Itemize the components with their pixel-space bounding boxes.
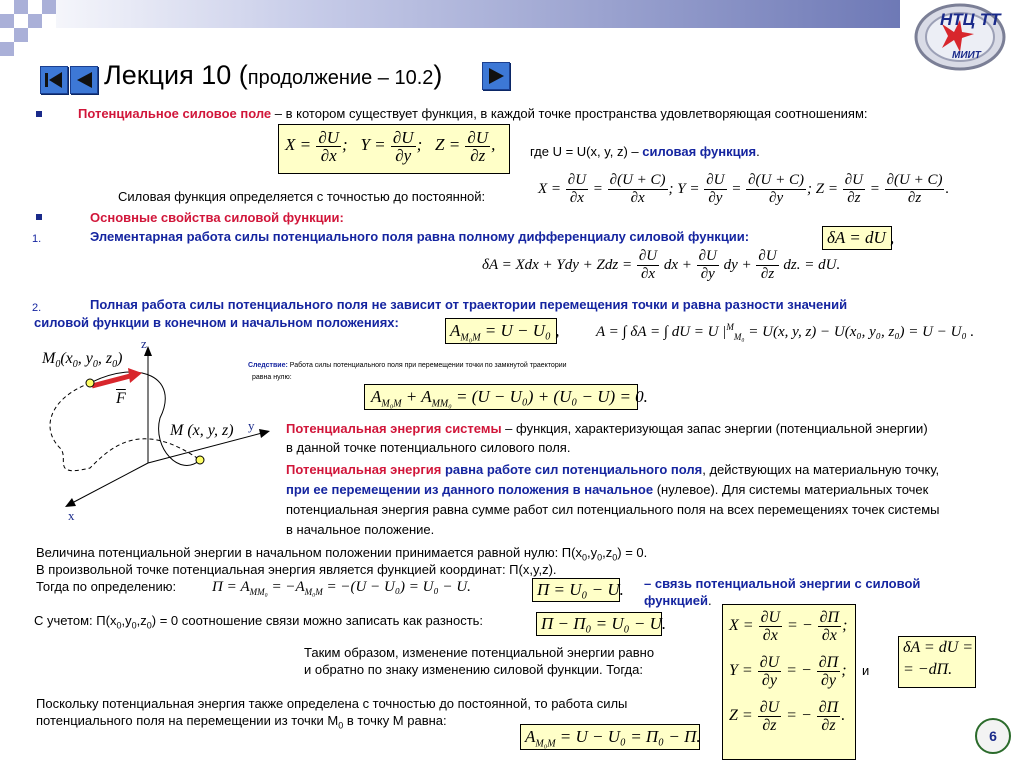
zero-energy-line: Величина потенциальной энергии в начальном положении принимается равной нулю: $П(x_0,y_0,z_0) = 0$. bbox=[36, 545, 648, 563]
final-line1: Поскольку потенциальная энергия также определена с точностью до постоянной, то работа силы bbox=[36, 696, 628, 711]
bullet-icon bbox=[36, 111, 42, 117]
intro-line: Потенциальное силовое поле – в котором существует функция, в каждой точке пространства удовлетворяющая соотношениям: bbox=[78, 106, 868, 121]
formula-dA-dU: δA = dU , bbox=[822, 226, 892, 250]
definition-line: Тогда по определению: bbox=[36, 579, 177, 594]
prop2-line2: силовой функции в конечном и начальном положениях: bbox=[34, 315, 399, 330]
formula-AM0M: $A_{M_0M} = U - U_0$ , bbox=[445, 318, 557, 344]
first-icon bbox=[41, 67, 67, 93]
and-word: и bbox=[862, 663, 870, 678]
formula-xyz-pi: X = $\frac{\partial U}{\partial x}$ = − $\frac{\partial П}{\partial x}$ ; Y = $\frac{\partial U}{\partial y}$ = − $\frac{\partial П}{\partial y}$ ; Z = $\frac{\partial U}{\partial z}$ = − $\frac{\partial П}{\partial z}$ . bbox=[722, 604, 856, 760]
page-number-badge: 6 bbox=[975, 718, 1011, 754]
formula-dA-full: δA = Xdx + Ydy + Zdz = $\frac{\partial U}{\partial x}$ dx + $\frac{\partial U}{\partial y}$ dy + $\frac{\partial U}{\partial z}$ dz. = dU. bbox=[482, 248, 841, 282]
formula-pi-box: П = U₀ − U. bbox=[532, 578, 620, 602]
force-label: F bbox=[116, 390, 126, 407]
first-slide-button[interactable] bbox=[40, 66, 68, 94]
bullet-icon bbox=[36, 214, 42, 220]
axis-y-label: y bbox=[248, 418, 255, 433]
coord-line: В произвольной точке потенциальная энергия является функцией координат: П(x,y,z). bbox=[36, 562, 557, 577]
logo-text-bottom: МИИТ bbox=[952, 50, 981, 61]
taking-line: С учетом: $П(x_0,y_0,z_0) = 0$ соотношение связи можно записать как разность: bbox=[34, 613, 484, 631]
prev-slide-button[interactable] bbox=[70, 66, 98, 94]
prop2-number: 2. bbox=[32, 302, 42, 314]
thus-line1: Таким образом, изменение потенциальной энергии равно bbox=[304, 645, 655, 660]
slide-title: Лекция 10 (продолжение – 10.2) bbox=[104, 60, 443, 90]
formula-partials: X = $\frac{\partial U}{\partial x}$ ; Y = $\frac{\partial U}{\partial y}$ ; Z = $\frac{\partial U}{\partial z}$ , bbox=[278, 124, 510, 174]
energy-work-line: Потенциальная энергия равна работе сил потенциального поля, действующих на материальную точку, bbox=[286, 462, 940, 477]
formula-final-work: $A_{M_0M} = U - U_0 = П_0 - П$. bbox=[520, 724, 700, 750]
energy-def-line2: в данной точке потенциального силового поля. bbox=[286, 440, 571, 455]
formula-dA-dPi: δA = dU = = −dП. bbox=[898, 636, 976, 688]
formula-pi-def: $П = A_{MM_0} = -A_{M_0M} = -(U - U_0) = U_0 - U$. bbox=[212, 579, 471, 597]
props-heading: Основные свойства силовой функции: bbox=[90, 210, 344, 225]
prop1-text: Элементарная работа силы потенциального поля равна полному дифференциалу силовой функции: bbox=[90, 229, 750, 244]
prop2-line1: Полная работа силы потенциального поля не зависит от траектории перемещения точки и равна разности значений bbox=[90, 297, 848, 312]
energy-line4: при ее перемещении из данного положения в начальное (нулевое). Для системы материальных точек bbox=[286, 482, 929, 497]
next-slide-button[interactable] bbox=[482, 62, 510, 90]
final-line2: потенциального поля на перемещении из точки $M_0$ в точку M равна: bbox=[36, 713, 447, 731]
formula-const: X = $\frac{\partial U}{\partial x}$ = $\frac{\partial(U + C)}{\partial x}$ ; Y = $\frac{\partial U}{\partial y}$ = $\frac{\partial(U + C)}{\partial y}$ ; Z = $\frac{\partial U}{\partial z}$ = $\frac{\partial(U + C)}{\partial z}$ . bbox=[538, 172, 950, 206]
logo-text-top: НТЦ ТТ bbox=[940, 10, 1001, 29]
prop1-number: 1. bbox=[32, 233, 42, 245]
thus-line2: и обратно по знаку изменению силовой функции. Тогда: bbox=[304, 662, 643, 677]
axis-z-label: z bbox=[141, 336, 147, 351]
link-line1: – связь потенциальной энергии с силовой bbox=[644, 576, 921, 591]
logo bbox=[912, 2, 1008, 72]
link-line2: функцией. bbox=[644, 593, 712, 608]
where-line: где U = U(x, y, z) – силовая функция. bbox=[530, 144, 760, 159]
energy-line6: в начальное положение. bbox=[286, 522, 435, 537]
corollary-line1: Следствие: Работа силы потенциального поля при перемещении точки по замкнутой траектории bbox=[248, 362, 567, 369]
trajectory-figure bbox=[30, 338, 280, 528]
formula-closed-loop: $A_{M_0M} + A_{MM_0} = (U - U_0) + (U_0 - U) = 0$. bbox=[364, 384, 638, 410]
formula-pi-diff: П − П₀ = U₀ − U. bbox=[536, 612, 662, 636]
point-m-label: M (x, y, z) bbox=[170, 422, 234, 439]
formula-integral: A = ∫ δA = ∫ dU = U $|^M_{M_0} = U(x$, y, z) − U(x₀, y₀, z₀) = U − U₀ . bbox=[596, 322, 975, 342]
const-note: Силовая функция определяется с точностью до постоянной: bbox=[118, 189, 486, 204]
energy-line5: потенциальная энергия равна сумме работ сил потенциального поля на всех перемещениях точек системы bbox=[286, 502, 940, 517]
energy-def-line1: Потенциальная энергия системы – функция, характеризующая запас энергии (потенциальной энергии) bbox=[286, 421, 928, 436]
axis-x-label: x bbox=[68, 508, 75, 523]
next-icon bbox=[483, 63, 509, 89]
header-gradient-bar bbox=[0, 0, 900, 28]
point-m0-label: $M_0(x_0$, $y_0$, $z_0$) bbox=[42, 350, 123, 371]
prev-icon bbox=[71, 67, 97, 93]
corollary-line2: равна нулю: bbox=[252, 374, 292, 381]
